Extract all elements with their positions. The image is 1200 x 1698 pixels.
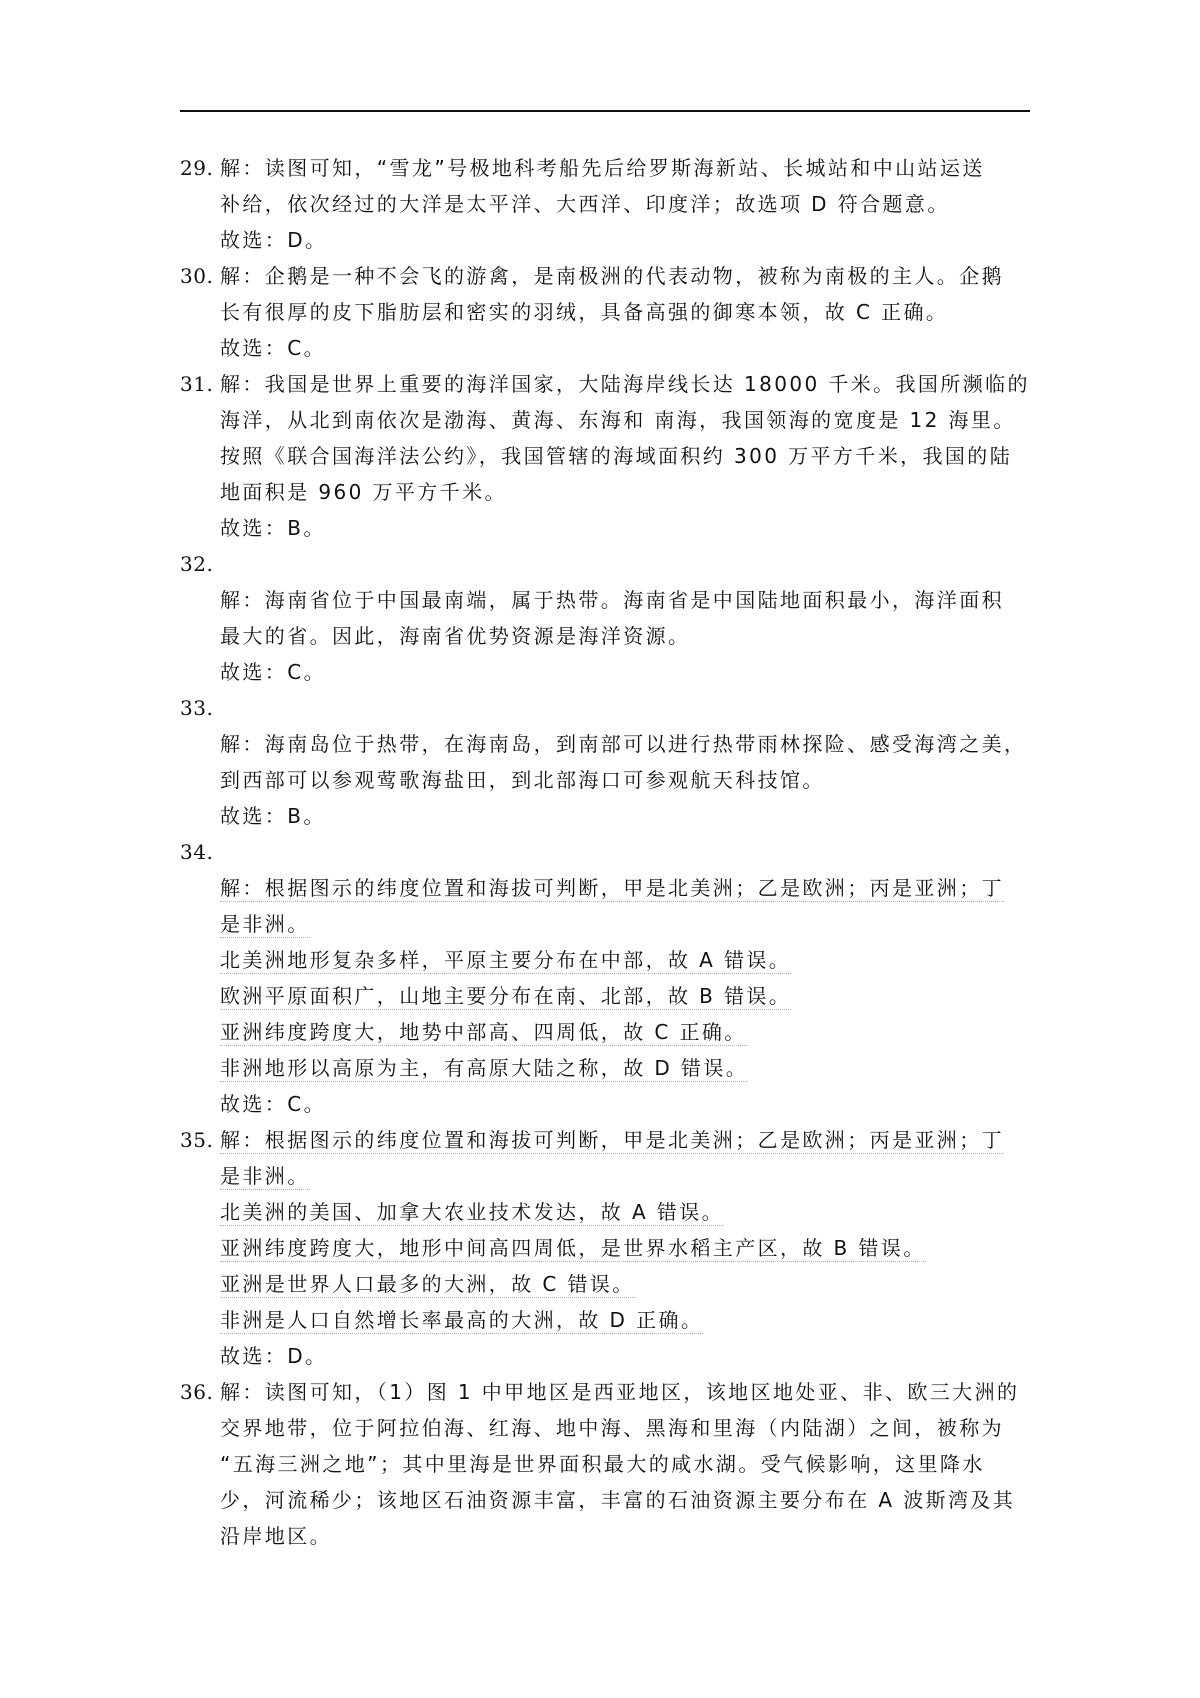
answer-choice: 故选：B。 (220, 516, 326, 540)
answer-body (180, 366, 1030, 546)
answer-32 (180, 546, 1030, 690)
question-number: 34. (180, 840, 214, 864)
answer-line-text: 北美洲的美国、加拿大农业技术发达，故 A 错误。 (220, 1200, 724, 1224)
answer-line: 解：读图可知，“雪龙”号极地科考船先后给罗斯海新站、长城站和中山站运送 (220, 156, 985, 180)
answer-line-text: 亚洲是世界人口最多的大洲，故 C 错误。 (220, 1272, 635, 1296)
answer-line: 补给，依次经过的大洋是太平洋、大西洋、印度洋；故选项 D 符合题意。 (220, 192, 950, 216)
answer-body (180, 582, 1030, 690)
answer-body (180, 1374, 1030, 1554)
answer-line: 长有很厚的皮下脂肪层和密实的羽绒，具备高强的御寒本领，故 C 正确。 (220, 300, 949, 324)
answer-line (220, 1158, 1030, 1194)
answer-line: 最大的省。因此，海南省优势资源是海洋资源。 (220, 624, 691, 648)
answer-line: 解：企鹅是一种不会飞的游禽，是南极洲的代表动物，被称为南极的主人。企鹅 (220, 264, 1004, 288)
answer-line (220, 1230, 1030, 1266)
answer-30 (180, 258, 1030, 366)
answer-line: 海洋，从北到南依次是渤海、黄海、东海和 南海，我国领海的宽度是 12 海里。 (220, 408, 1016, 432)
answer-line: 解：海南省位于中国最南端，属于热带。海南省是中国陆地面积最小，海洋面积 (220, 588, 1004, 612)
answer-line-text: 亚洲纬度跨度大，地势中部高、四周低，故 C 正确。 (220, 1020, 747, 1044)
answer-line (220, 1122, 1030, 1158)
answer-list (180, 150, 1030, 1554)
answer-choice: 故选：D。 (220, 1344, 328, 1368)
answer-line-text: 非洲是人口自然增长率最高的大洲，故 D 正确。 (220, 1308, 704, 1332)
answer-29 (180, 150, 1030, 258)
answer-line: 解：我国是世界上重要的海洋国家，大陆海岸线长达 18000 千米。我国所濒临的 (220, 372, 1030, 396)
answer-36 (180, 1374, 1030, 1554)
answer-line: 地面积是 960 万平方千米。 (220, 480, 507, 504)
answer-choice: 故选：D。 (220, 228, 328, 252)
answer-line-text: 解：根据图示的纬度位置和海拔可判断，甲是北美洲；乙是欧洲；丙是亚洲；丁 (220, 1128, 1004, 1152)
answer-line (220, 978, 1030, 1014)
answer-line: 到西部可以参观莺歌海盐田，到北部海口可参观航天科技馆。 (220, 768, 825, 792)
answer-choice: 故选：C。 (220, 660, 326, 684)
answer-body (180, 258, 1030, 366)
question-number: 33. (180, 696, 214, 720)
answer-line (220, 906, 1030, 942)
answer-line: 解：海南岛位于热带，在海南岛，到南部可以进行热带雨林探险、感受海湾之美， (220, 732, 1027, 756)
answer-line (220, 1194, 1030, 1230)
answer-body (180, 1122, 1030, 1374)
answer-line: 按照《联合国海洋法公约》，我国管辖的海域面积约 300 万平方千米，我国的陆 (220, 444, 1013, 468)
answer-line-text: 北美洲地形复杂多样，平原主要分布在中部，故 A 错误。 (220, 948, 792, 972)
answer-line: “五海三洲之地”；其中里海是世界面积最大的咸水湖。受气候影响，这里降水 (220, 1452, 985, 1476)
question-number: 31. (180, 372, 214, 396)
answer-body (180, 150, 1030, 258)
answer-31 (180, 366, 1030, 546)
answer-body (180, 870, 1030, 1122)
answer-line-text: 亚洲纬度跨度大，地形中间高四周低，是世界水稻主产区，故 B 错误。 (220, 1236, 926, 1260)
question-number: 36. (180, 1380, 214, 1404)
header-rule (180, 110, 1030, 112)
answer-line: 沿岸地区。 (220, 1524, 332, 1548)
answer-34 (180, 834, 1030, 1122)
question-number: 30. (180, 264, 214, 288)
answer-35 (180, 1122, 1030, 1374)
answer-choice: 故选：C。 (220, 1092, 326, 1116)
answer-line: 少，河流稀少；该地区石油资源丰富，丰富的石油资源主要分布在 A 波斯湾及其 (220, 1488, 1016, 1512)
answer-line: 解：读图可知，（1）图 1 中甲地区是西亚地区，该地区地处亚、非、欧三大洲的 (220, 1380, 1020, 1404)
answer-choice: 故选：B。 (220, 804, 326, 828)
answer-line-text: 欧洲平原面积广，山地主要分布在南、北部，故 B 错误。 (220, 984, 792, 1008)
answer-line (220, 870, 1030, 906)
answer-33 (180, 690, 1030, 834)
answer-line-text: 解：根据图示的纬度位置和海拔可判断，甲是北美洲；乙是欧洲；丙是亚洲；丁 (220, 876, 1004, 900)
answer-line (220, 1014, 1030, 1050)
answer-choice: 故选：C。 (220, 336, 326, 360)
answer-line-text: 是非洲。 (220, 912, 310, 936)
question-number: 35. (180, 1128, 214, 1152)
answer-line (220, 1302, 1030, 1338)
answer-line (220, 1266, 1030, 1302)
answer-line (220, 1050, 1030, 1086)
answer-line (220, 942, 1030, 978)
answer-line: 交界地带，位于阿拉伯海、红海、地中海、黑海和里海（内陆湖）之间，被称为 (220, 1416, 1004, 1440)
answer-body (180, 726, 1030, 834)
answer-line-text: 是非洲。 (220, 1164, 310, 1188)
answer-line-text: 非洲地形以高原为主，有高原大陆之称，故 D 错误。 (220, 1056, 749, 1080)
question-number: 32. (180, 552, 214, 576)
question-number: 29. (180, 156, 214, 180)
